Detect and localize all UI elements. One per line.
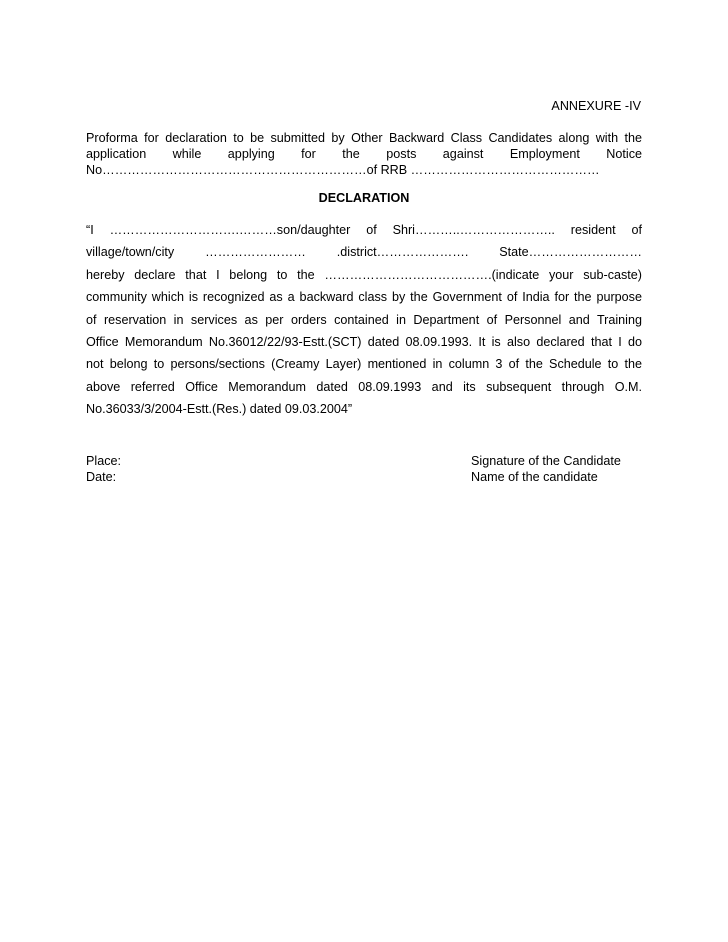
- intro-line: Proforma for declaration to be submitted by Other Backward Class Candidates along with the: [86, 131, 642, 145]
- declaration-line: hereby declare that I belong to the ………………………………….(indicate your sub-caste): [86, 267, 642, 282]
- declaration-line: community which is recognized as a backward class by the Government of India for the purpose: [86, 290, 642, 305]
- candidate-name-label: Name of the candidate: [471, 469, 598, 484]
- signature-block: [471, 454, 621, 485]
- declaration-line: “I ………………………….………son/daughter of Shri………..………………….. resident of: [86, 223, 642, 237]
- declaration-line: not belong to persons/sections (Creamy Layer) mentioned in column 3 of the Schedule to the: [86, 357, 642, 372]
- declaration-line: village/town/city …………………… .district…………………. State………………………: [86, 245, 642, 260]
- signature-label: Signature of the Candidate: [471, 454, 621, 468]
- intro-line: application while applying for the posts against Employment Notice: [86, 147, 642, 161]
- intro-paragraph: [86, 130, 642, 178]
- declaration-body: [86, 219, 642, 421]
- declaration-line: above referred Office Memorandum dated 08.09.1993 and its subsequent through O.M.: [86, 379, 642, 394]
- annexure-label: ANNEXURE -IV: [551, 99, 641, 113]
- place-label: Place:: [86, 454, 122, 468]
- date-label: Date:: [86, 469, 117, 484]
- declaration-line: of reservation in services as per orders contained in Department of Personnel and Training: [86, 312, 642, 327]
- intro-line: No………………………………………………………of RRB ………………………………………: [86, 163, 600, 177]
- declaration-heading: DECLARATION: [318, 191, 410, 205]
- declaration-line: Office Memorandum No.36012/22/93-Estt.(SCT) dated 08.09.1993. It is also declared that I do: [86, 335, 642, 350]
- place-date-block: [86, 454, 121, 485]
- declaration-line: No.36033/3/2004-Estt.(Res.) dated 09.03.2004”: [86, 402, 353, 417]
